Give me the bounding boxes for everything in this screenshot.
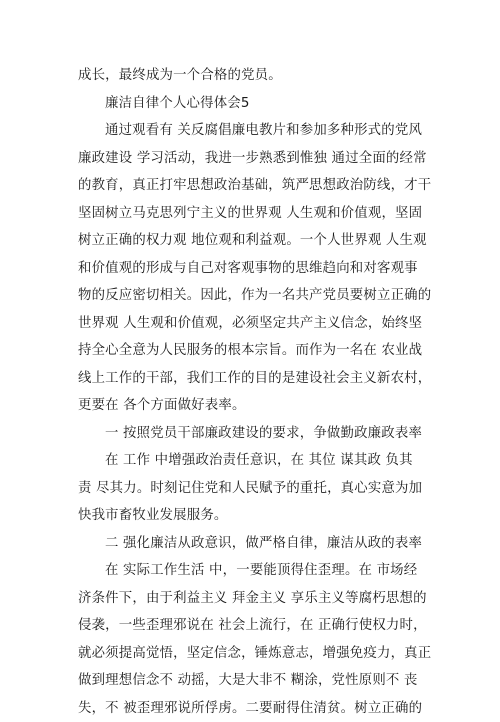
paragraph-line: 更要在 各个方面做好表率。 [78, 392, 428, 420]
paragraph-line: 线上工作的干部，我们工作的目的是建设社会主义新农村， [78, 365, 428, 393]
paragraph-line: 和价值观的形成与自己对客观事物的思维趋向和对客观事 [78, 255, 428, 283]
paragraph-line: 济条件下，由于利益主义 拜金主义 享乐主义等腐朽思想的 [78, 585, 428, 613]
paragraph-line: 侵袭，一些歪理邪说在 社会上流行，在 正确行使权力时， [78, 612, 428, 640]
paragraph-line: 在 实际工作生活 中，一要能顶得住歪理。在 市场经 [78, 557, 428, 585]
paragraph-line: 坚固树立马克思列宁主义的世界观 人生观和价值观，坚固 [78, 200, 428, 228]
paragraph-line: 持全心全意为人民服务的根本宗旨。而作为一名在 农业战 [78, 337, 428, 365]
paragraph-line: 成长，最终成为一个合格的党员。 [78, 62, 428, 90]
paragraph-line: 在 工作 中增强政治责任意识，在 其位 谋其政 负其 [78, 447, 428, 475]
paragraph-line: 快我市畜牧业发展服务。 [78, 502, 428, 530]
paragraph-line: 树立正确的权力观 地位观和利益观。一个人世界观 人生观 [78, 227, 428, 255]
section-heading-two: 二 强化廉洁从政意识，做严格自律，廉洁从政的表率 [78, 530, 428, 558]
paragraph-line: 的教育，真正打牢思想政治基础，筑严思想政治防线，才干 [78, 172, 428, 200]
paragraph-line: 世界观 人生观和价值观，必须坚定共产主义信念，始终坚 [78, 310, 428, 338]
document-body [78, 62, 428, 722]
paragraph-line: 失，不 被歪理邪说所俘虏。二要耐得住清贫。树立正确的 [78, 695, 428, 722]
paragraph-line: 做到理想信念不 动摇，大是大非不 糊涂，党性原则不 丧 [78, 667, 428, 695]
section-heading-one: 一 按照党员干部廉政建设的要求，争做勤政廉政表率 [78, 420, 428, 448]
paragraph-line: 通过观看有 关反腐倡廉电教片和参加多种形式的党风 [78, 117, 428, 145]
section-title: 廉洁自律个人心得体会5 [78, 90, 428, 118]
paragraph-line: 廉政建设 学习活动，我进一步熟悉到惟独 通过全面的经常 [78, 145, 428, 173]
paragraph-line: 物的反应密切相关。因此，作为一名共产党员要树立正确的 [78, 282, 428, 310]
paragraph-line: 责 尽其力。时刻记住党和人民赋予的重托，真心实意为加 [78, 475, 428, 503]
paragraph-line: 就必须提高觉悟，坚定信念，锤炼意志，增强免疫力，真正 [78, 640, 428, 668]
